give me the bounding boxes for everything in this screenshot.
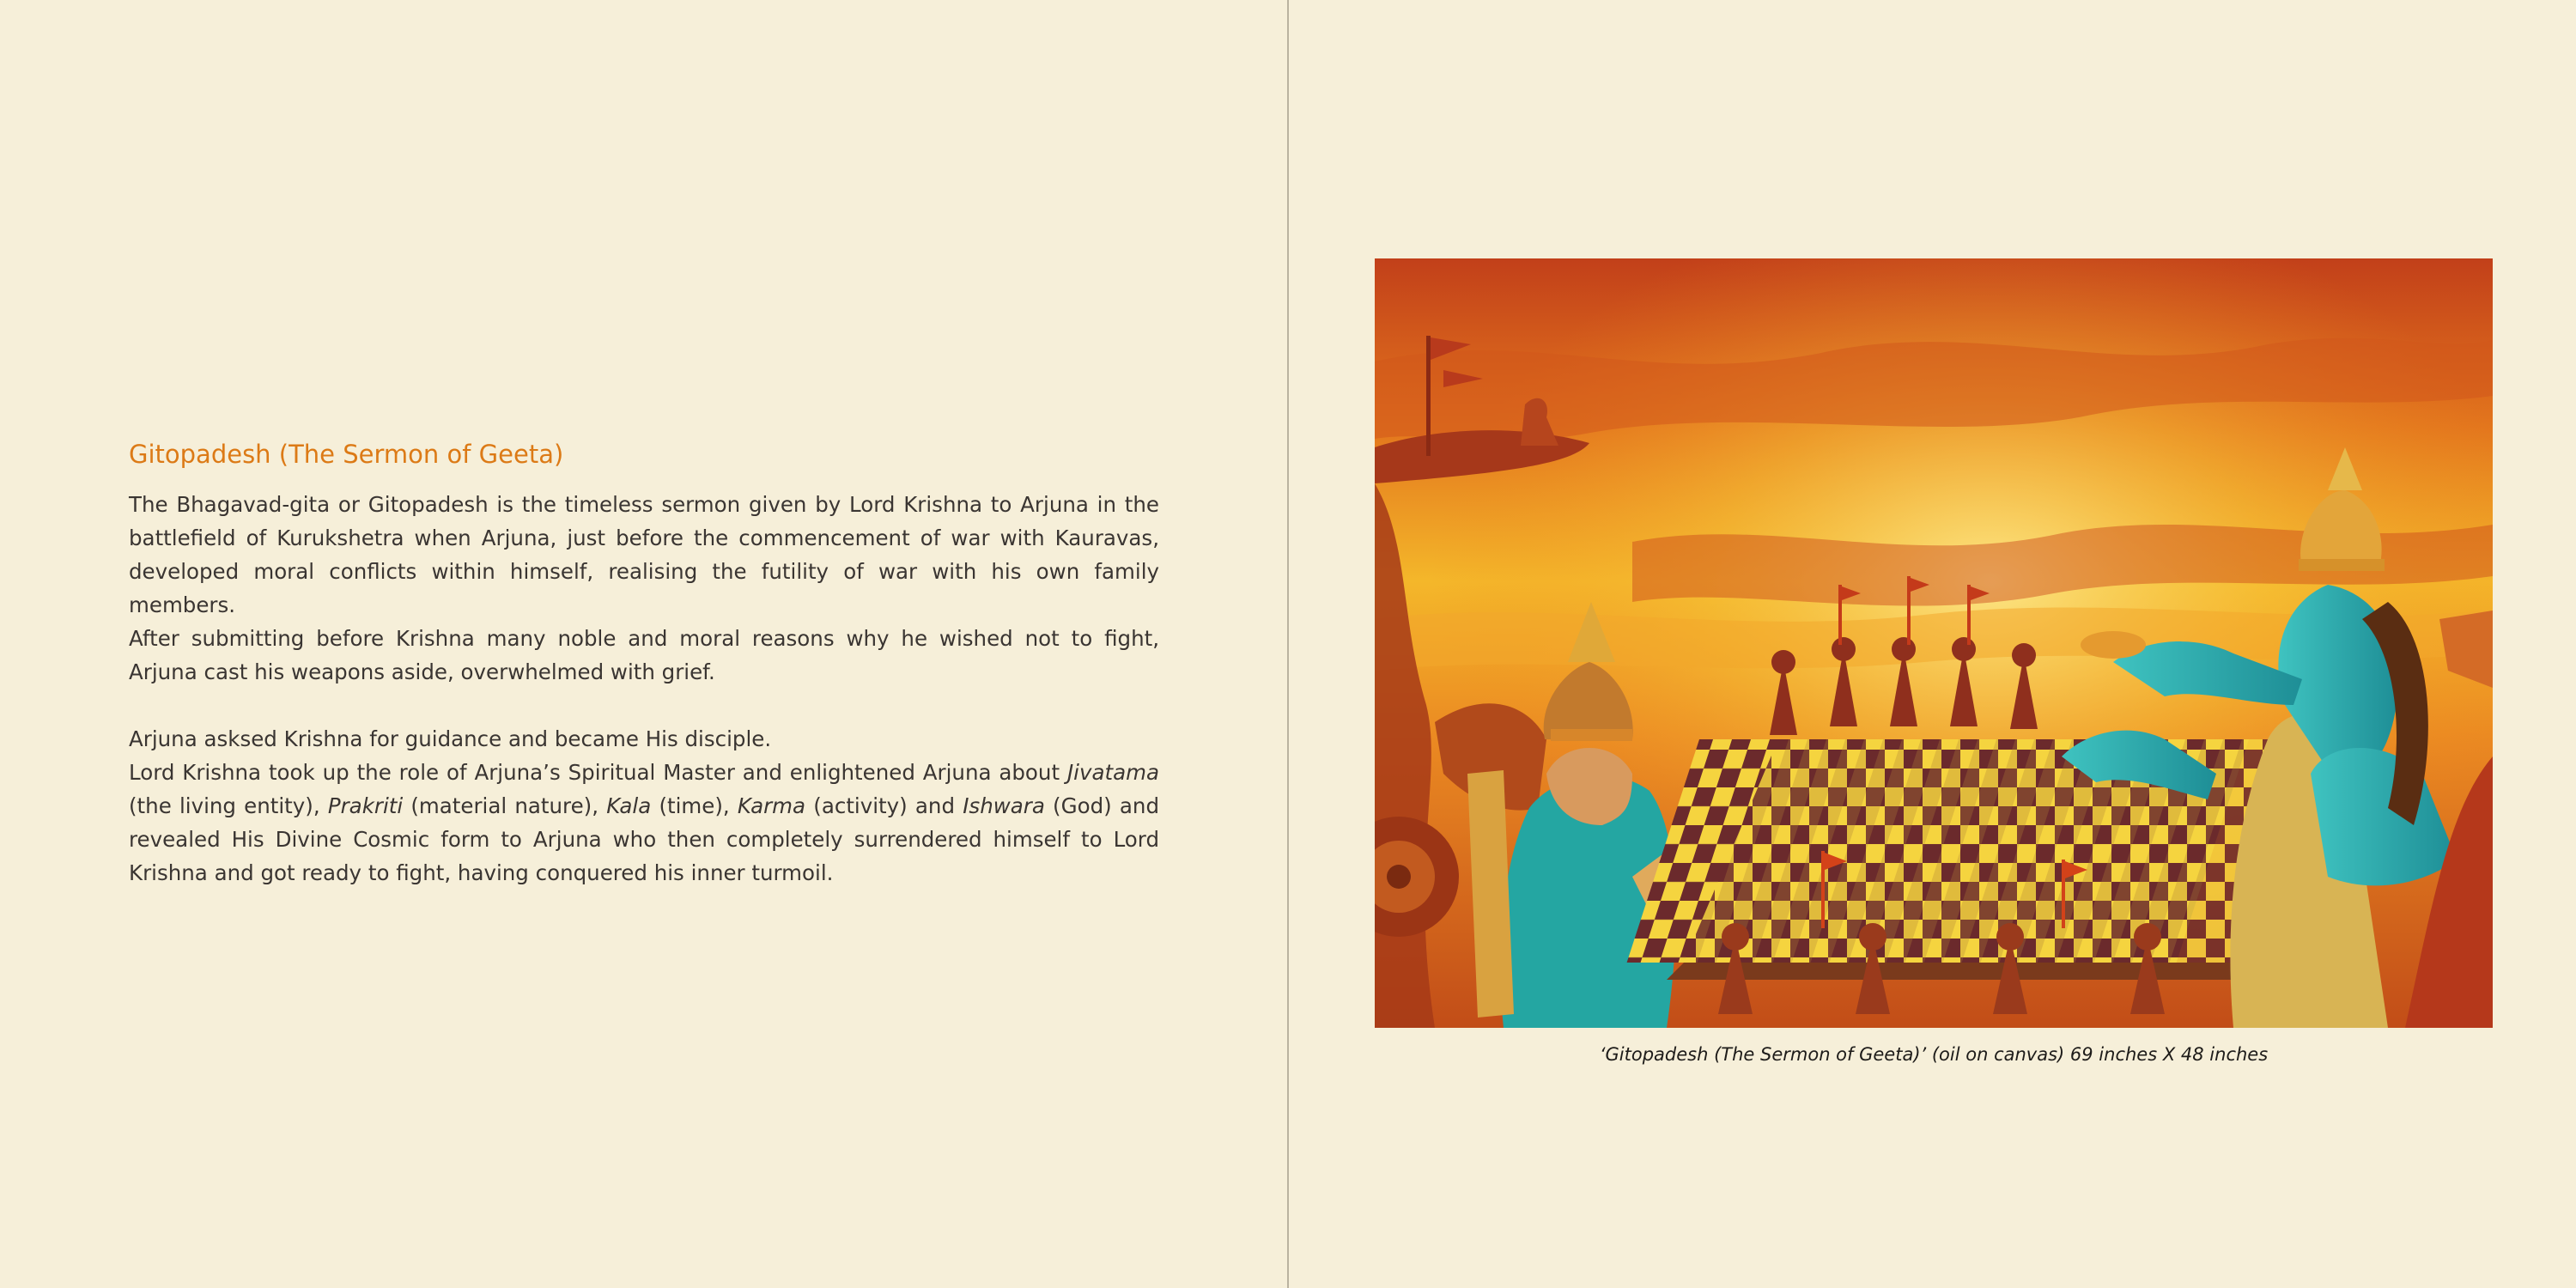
right-page [1289, 0, 2576, 1288]
term-ishwara: Ishwara [963, 793, 1045, 818]
paragraph-1: The Bhagavad-gita or Gitopadesh is the timeless sermon given by Lord Krishna to Arjuna in the battlefield of Kurukshetra when Arjuna, just before the commencement of war with Kauravas, developed moral conflicts within himself, realising the futility of war with his own family members. [129, 492, 1159, 617]
paragraph-4 [129, 756, 1159, 890]
painting-image [1375, 258, 2493, 1028]
paragraph-4-text-1: Lord Krishna took up the role of Arjuna’s Spiritual Master and enlightened Arjuna about [129, 760, 1067, 785]
painting-caption: ‘Gitopadesh (The Sermon of Geeta)’ (oil on canvas) 69 inches X 48 inches [1599, 1044, 2269, 1065]
paragraph-4-text-4: (time), [651, 793, 738, 818]
paragraph-3: Arjuna asksed Krishna for guidance and became His disciple. [129, 726, 772, 751]
paragraph-4-text-2: (the living entity), [129, 793, 328, 818]
term-karma: Karma [737, 793, 806, 818]
term-kala: Kala [606, 793, 652, 818]
text-block [129, 433, 1159, 890]
paragraph-4-text-3: (material nature), [403, 793, 607, 818]
painting-illustration [1375, 258, 2493, 1028]
paragraph-4-text-5: (activity) and [805, 793, 963, 818]
term-jivatama: Jivatama [1066, 760, 1159, 785]
page-heading: Gitopadesh (The Sermon of Geeta) [129, 440, 564, 469]
left-page [0, 0, 1287, 1288]
term-prakriti: Prakriti [327, 793, 404, 818]
paragraph-2: After submitting before Krishna many noble and moral reasons why he wished not to fight, Arjuna cast his weapons aside, overwhelmed with grief. [129, 626, 1159, 684]
paragraph-4-text-6: (God) and revealed His Divine Cosmic form to Arjuna who then completely surrendered himself to Lord Krishna and got ready to fight, having conquered his inner turmoil. [129, 793, 1159, 885]
